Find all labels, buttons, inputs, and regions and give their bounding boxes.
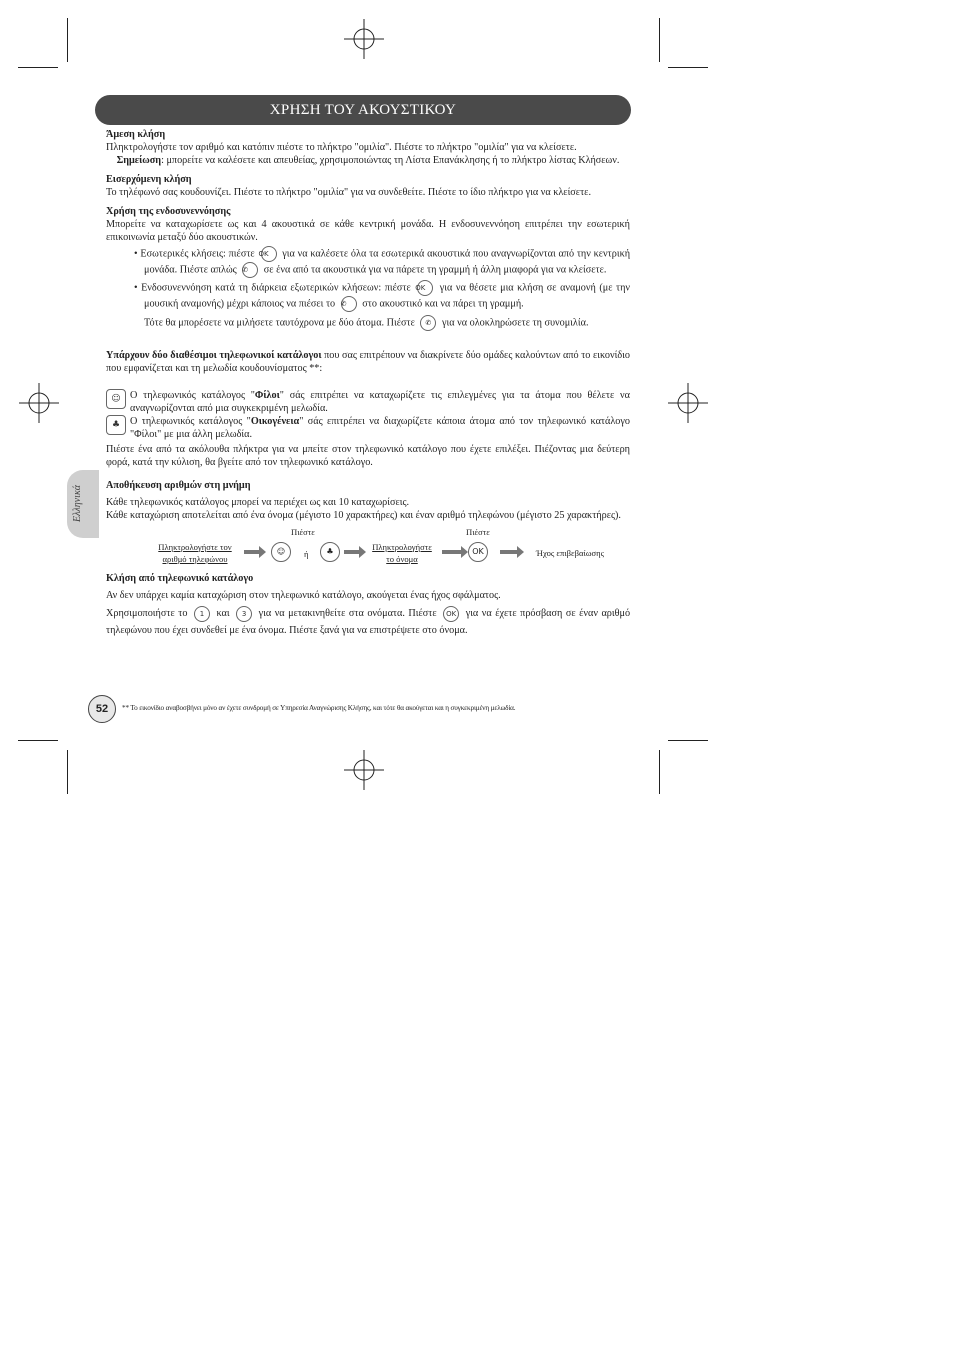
family-icon: ♣ bbox=[106, 415, 126, 435]
text: στο ακουστικό και να πάρει τη γραμμή. bbox=[362, 298, 524, 310]
bullet-internal-calls bbox=[106, 246, 630, 278]
section-title: Άμεση κλήση bbox=[106, 129, 166, 140]
friends-directory-row bbox=[106, 389, 630, 415]
paragraph: Πληκτρολογήστε τον αριθμό και κατόπιν πιέστε το πλήκτρο "ομιλία". Πιέστε το πλήκτρο "ομιλία" για να κλείσετε. bbox=[106, 142, 577, 153]
registration-mark bbox=[668, 383, 708, 423]
text: Ο τηλεφωνικός κατάλογος " bbox=[130, 416, 251, 427]
main-content bbox=[106, 128, 630, 639]
friends-icon: ☺ bbox=[271, 542, 291, 562]
text-bold: Οικογένεια bbox=[250, 416, 300, 427]
text: " σάς επιτρέπει να διαχωρίζετε κάποια άτομα από τον τηλεφωνικό κατάλογο "Φίλοι" με μια άλλη μελωδία. bbox=[130, 416, 630, 440]
text: που σας επιτρέπουν να διακρίνετε δύο ομάδες καλούντων από το εικονίδιο που εμφανίζεται και τη μελωδία κουδουνίσματος **: bbox=[106, 350, 630, 374]
family-icon: ♣ bbox=[320, 542, 340, 562]
text: για να ολοκληρώσετε τη συνομιλία. bbox=[441, 317, 589, 329]
confirm-tone-label: Ήχος επιβεβαίωσης bbox=[536, 548, 605, 558]
text: για να μετακινηθείτε στα ονόματα. Πιέστε bbox=[258, 608, 437, 619]
note-label: Σημείωση bbox=[116, 155, 162, 166]
crop-mark bbox=[67, 18, 68, 62]
paragraph: Μπορείτε να καταχωρίσετε ως και 4 ακουστικά σε κάθε κεντρική μονάδα. Η ενδοσυνεννόηση επιτρέπει την εσωτερική επικοινωνία μεταξύ δύο ακουστικών. bbox=[106, 219, 630, 243]
page-number: 52 bbox=[88, 695, 116, 723]
up-arrow-key-icon: 1 bbox=[194, 606, 210, 622]
crop-mark bbox=[659, 750, 660, 794]
bullet-continuation bbox=[106, 315, 630, 331]
step-enter-name bbox=[366, 541, 438, 565]
text: Τότε θα μπορέσετε να μιλήσετε ταυτόχρονα με δύο άτομα. Πιέστε bbox=[144, 317, 415, 329]
press-label: Πιέστε bbox=[291, 527, 315, 537]
registration-mark bbox=[19, 383, 59, 423]
text: και bbox=[216, 608, 230, 619]
crop-mark bbox=[668, 67, 708, 68]
text: Ο τηλεφωνικός κατάλογος " bbox=[130, 390, 255, 401]
ok-key-icon: OK bbox=[261, 246, 277, 262]
or-label: ή bbox=[304, 549, 309, 559]
registration-mark bbox=[344, 19, 384, 59]
section-title: Κλήση από τηλεφωνικό κατάλογο bbox=[106, 573, 254, 584]
text: αριθμό τηλεφώνου bbox=[162, 554, 228, 564]
crop-mark bbox=[668, 740, 708, 741]
text: για να καλέσετε όλα τα εσωτερικά ακουστικά που αναγνωρίζονται από την κεντρική μονάδα. Πιέστε απλώς bbox=[144, 248, 631, 276]
text: " σάς επιτρέπει να καταχωρίζετε τις επιλεγμένες για τα άτομα που θέλετε να αναγνωρίζονται από μια συγκεκριμένη μελωδία. bbox=[130, 390, 630, 414]
note bbox=[106, 154, 630, 167]
text: Χρησιμοποιήστε το bbox=[106, 608, 188, 619]
text: • Ενδοσυνεννόηση κατά τη διάρκεια εξωτερικών κλήσεων: πιέστε bbox=[134, 282, 411, 294]
text: Πληκτρολογήστε bbox=[372, 542, 432, 552]
arrow-icon bbox=[344, 550, 360, 554]
press-label: Πιέστε bbox=[466, 527, 490, 537]
friends-text bbox=[130, 389, 630, 415]
family-text bbox=[130, 415, 630, 441]
paragraph: Αν δεν υπάρχει καμία καταχώριση στον τηλεφωνικό κατάλογο, ακούγεται ένας ήχος σφάλματος. bbox=[106, 590, 501, 601]
talk-key-icon: ✆ bbox=[242, 262, 258, 278]
paragraph-navigation bbox=[106, 605, 630, 639]
step-enter-number bbox=[150, 541, 240, 565]
ok-key-icon: OK bbox=[468, 542, 488, 562]
paragraph: Κάθε τηλεφωνικός κατάλογος μπορεί να περιέχει ως και 10 καταχωρίσεις. bbox=[106, 497, 410, 508]
registration-mark bbox=[344, 750, 384, 790]
talk-key-icon: ✆ bbox=[341, 296, 357, 312]
ok-key-icon: OK bbox=[417, 280, 433, 296]
note-text: : μπορείτε να καλέσετε και απευθείας, χρησιμοποιώντας τη Λίστα Επανάκλησης ή το πλήκτρο λίστας Κλήσεων. bbox=[161, 155, 620, 166]
section-title: Εισερχόμενη κλήση bbox=[106, 174, 192, 185]
arrow-icon bbox=[500, 550, 518, 554]
paragraph: Κάθε καταχώριση αποτελείται από ένα όνομα (μέγιστο 10 χαρακτήρες) και έναν αριθμό τηλεφώνου (μέγιστο 25 χαρακτήρες). bbox=[106, 510, 621, 521]
text: • Εσωτερικές κλήσεις: πιέστε bbox=[134, 248, 255, 260]
section-title: Αποθήκευση αριθμών στη μνήμη bbox=[106, 480, 251, 491]
storing-flow-diagram bbox=[106, 526, 630, 562]
footnote: ** Το εικονίδιο αναβοσβήνει μόνο αν έχετε συνδρομή σε Υπηρεσία Αναγνώρισης Κλήσης, και τότε θα ακούγεται και η συγκεκριμένη μελωδία. bbox=[122, 704, 516, 712]
text-bold: Φίλοι bbox=[254, 390, 280, 401]
crop-mark bbox=[659, 18, 660, 62]
crop-mark bbox=[18, 740, 58, 741]
paragraph: Το τηλέφωνό σας κουδουνίζει. Πιέστε το πλήκτρο "ομιλία" για να συνδεθείτε. Πιέστε το ίδιο πλήκτρο για να κλείσετε. bbox=[106, 187, 591, 198]
paragraph: Πιέστε ένα από τα ακόλουθα πλήκτρα για να μπείτε στον τηλεφωνικό κατάλογο που έχετε επιλέξει. Πιέζοντας μια δεύτερη φορά, κατά την κύλιση, θα βγείτε από τον τηλεφωνικό κατάλογο. bbox=[106, 444, 630, 468]
page-header: ΧΡΗΣΗ ΤΟΥ ΑΚΟΥΣΤΙΚΟΥ bbox=[95, 95, 631, 125]
crop-mark bbox=[67, 750, 68, 794]
talk-key-icon: ✆ bbox=[420, 315, 436, 331]
crop-mark bbox=[18, 67, 58, 68]
text: σε ένα από τα ακουστικά για να πάρετε τη γραμμή ή άλλη μιαφορά για να κλείσετε. bbox=[263, 264, 607, 276]
text-bold: Υπάρχουν δύο διαθέσιμοι τηλεφωνικοί κατάλογοι bbox=[106, 350, 322, 361]
text: το όνομα bbox=[386, 554, 418, 564]
language-label: Ελληνικά bbox=[72, 485, 83, 523]
arrow-icon bbox=[244, 550, 260, 554]
directories-intro bbox=[106, 349, 630, 375]
text: για να έχετε πρόσβαση σε έναν αριθμό τηλεφώνου που έχει συνδεθεί με ένα όνομα. Πιέστε ξανά για να επιστρέψετε στο όνομα. bbox=[106, 608, 631, 636]
ok-key-icon: OK bbox=[443, 606, 459, 622]
arrow-icon bbox=[442, 550, 462, 554]
down-arrow-key-icon: 3 bbox=[236, 606, 252, 622]
family-directory-row bbox=[106, 415, 630, 441]
bullet-intercom-external bbox=[106, 280, 630, 312]
friends-icon: ☺ bbox=[106, 389, 126, 409]
text: Πληκτρολογήστε τον bbox=[158, 542, 232, 552]
section-title: Χρήση της ενδοσυνεννόησης bbox=[106, 206, 231, 217]
text: για να θέσετε μια κλήση σε αναμονή (με την μουσική αναμονής) μέχρι κάποιος να πιέσει το bbox=[144, 282, 631, 310]
